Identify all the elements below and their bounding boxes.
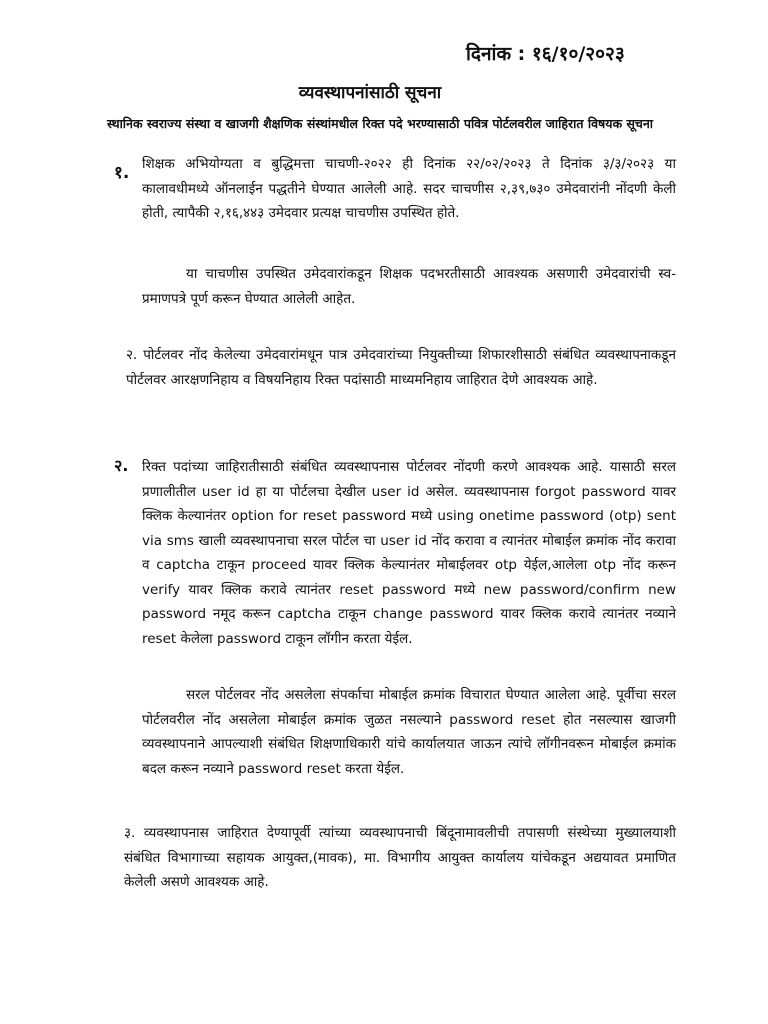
notice-subtitle: स्थानिक स्वराज्य संस्था व खाजगी शैक्षणिक संस्थांमधील रिक्त पदे भरण्यासाठी पवित्र पोर्टलवरील जाहिरात विषयक सूचना (106, 116, 654, 131)
section-3-paragraph: रिक्त पदांच्या जाहिरातीसाठी संबंधित व्यवस्थापनास पोर्टलवर नोंदणी करणे आवश्यक आहे. यासाठी सरल प्रणालीतील user id हा या पोर्टलचा देखील user id असेल. व्यवस्थापनास forgot password यावर क्लिक केल्यानंतर option for reset password मध्ये using onetime password (otp) sent via sms खाली व्यवस्थापनाचा सरल पोर्टल चा user id नोंद करावा व त्यानंतर मोबाईल क्रमांक नोंद करावा व captcha टाकून proceed यावर क्लिक केल्यानंतर मोबाईलवर otp येईल,आलेला otp नोंद करून verify यावर क्लिक करावे त्यानंतर reset password मध्ये new password/confirm new password नमूद करून captcha टाकून change password यावर क्लिक करावे त्यानंतर नव्याने reset केलेला password टाकून लॉगीन करता येईल. (142, 459, 676, 647)
section-1-paragraph-2: या चाचणीस उपस्थित उमेदवारांकडून शिक्षक पदभरतीसाठी आवश्यक असणारी उमेदवारांची स्व-प्रमाणपत्रे पूर्ण करून घेण्यात आलेली आहेत. (142, 266, 676, 307)
section-3-paragraph-2: सरल पोर्टलवर नोंद असलेला संपर्काचा मोबाईल क्रमांक विचारात घेण्यात आलेला आहे. पूर्वीचा सरल पोर्टलवरील नोंद असलेला मोबाईल क्रमांक जुळत नसल्याने password reset होत नसल्यास खाजगी व्यवस्थापनाने आपल्याशी संबंधित शिक्षणाधिकारी यांचे कार्यालयात जाऊन त्यांचे लॉगीनवरून मोबाईल क्रमांक बदल करून नव्याने password reset करता येईल. (142, 687, 676, 777)
section-1-paragraph: शिक्षक अभियोग्यता व बुद्धिमत्ता चाचणी-२०२२ ही दिनांक २२/०२/२०२३ ते दिनांक ३/३/२०२३ या कालावधीमध्ये ऑनलाईन पद्धतीने घेण्यात आलेली आहे. सदर चाचणीस २,३९,७३० उमेदवारांनी नोंदणी केली होती, त्यापैकी २,१६,४४३ उमेदवार प्रत्यक्ष चाचणीस उपस्थित होते. (142, 156, 676, 221)
notice-date: दिनांक : १६/१०/२०२३ (466, 43, 625, 65)
section-2-paragraph: २. पोर्टलवर नोंद केलेल्या उमेदवारांमधून पात्र उमेदवारांच्या नियुक्तीच्या शिफारशीसाठी संबंधित व्यवस्थापनाकडून पोर्टलवर आरक्षणनिहाय व विषयनिहाय रिक्त पदांसाठी माध्यमनिहाय जाहिरात देणे आवश्यक आहे. (126, 347, 676, 388)
section-4-paragraph: ३. व्यवस्थापनास जाहिरात देण्यापूर्वी त्यांच्या व्यवस्थापनाची बिंदूनामावलीची तपासणी संस्थेच्या मुख्यालयाशी संबंधित विभागाच्या सहायक आयुक्त,(मावक), मा. विभागीय आयुक्त कार्यालय यांचेकडून अद्ययावत प्रमाणित केलेली असणे आवश्यक आहे. (124, 825, 676, 890)
section-3-number: २. (114, 456, 129, 475)
notice-title: व्यवस्थापनांसाठी सूचना (298, 83, 442, 103)
section-1-number: १. (114, 163, 130, 183)
